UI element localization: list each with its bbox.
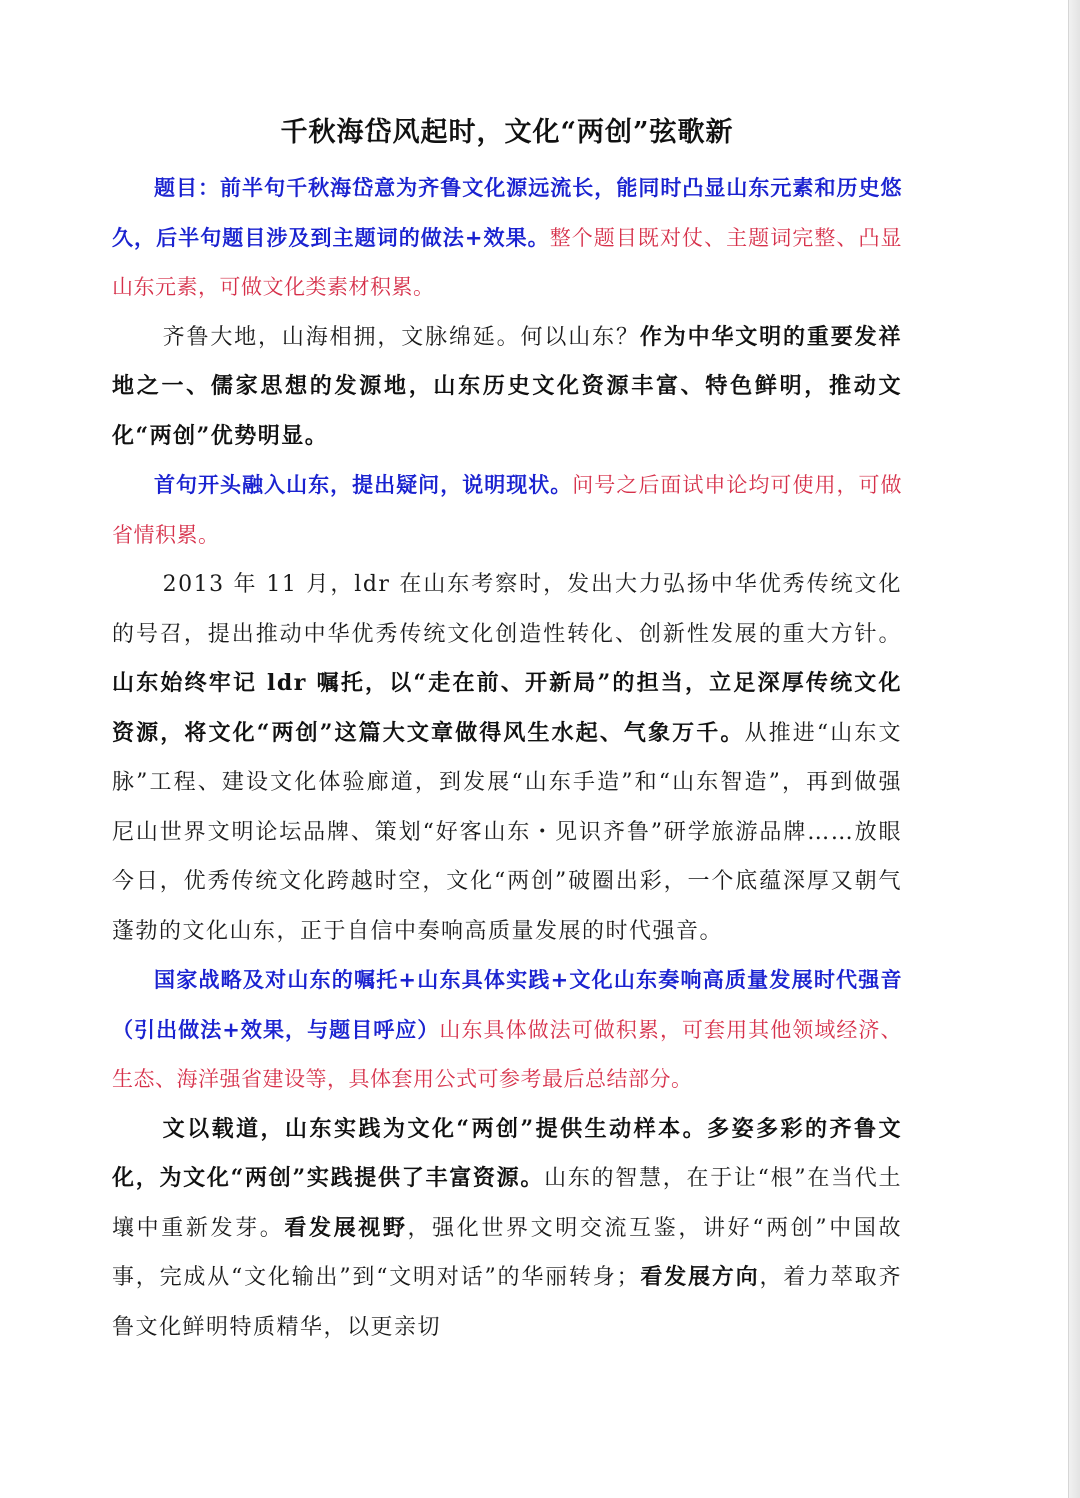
- page-edge-shadow: [1069, 0, 1080, 1498]
- paragraph-practice: [112, 1105, 902, 1353]
- page-title: 千秋海岱风起时，文化“两创”弦歌新: [280, 117, 734, 148]
- paragraph-plain-text: 从推进“山东文脉”工程、建设文化体验廊道，到发展“山东手造”和“山东智造”，再到做强尼山世界文明论坛品牌、策划“好客山东・见识齐鲁”研学旅游品牌……放眼今日，优秀传统文化跨越时空，文化“两创”破圈出彩，一个底蕴深厚又朝气蓬勃的文化山东，正于自信中奏响高质量发展的时代强音。: [112, 720, 903, 944]
- paragraph-plain-text: ，着力萃取齐鲁文化鲜明特质精华，以更亲切: [112, 1265, 902, 1340]
- document-content: [112, 108, 902, 1352]
- annotation-red-text: 整个题目既对仗、主题词完整、凸显山东元素，可做文化类素材积累。: [112, 225, 902, 299]
- paragraph-plain-text: 2013 年 11 月，ldr 在山东考察时，发出大力弘扬中华优秀传统文化的号召，提出推动中华优秀传统文化创造性转化、创新性发展的重大方针。: [112, 572, 902, 647]
- paragraph-bold-text: 文以载道，山东实践为文化“两创”提供生动样本。多姿多彩的齐鲁文化，为文化“两创”实践提供了丰富资源。: [112, 1115, 902, 1191]
- annotation-red-text: 问号之后面试申论均可使用，可做省情积累。: [112, 473, 903, 547]
- paragraph-intro: [112, 313, 902, 462]
- paragraph-bold-text: 看发展视野: [284, 1214, 408, 1241]
- paragraph-bold-text: 山东始终牢记 ldr 嘱托，以“走在前、开新局”的担当，立足深厚传统文化资源，将文化“两创”这篇大文章做得风生水起、气象万千。: [112, 670, 902, 746]
- annotation-red-text: 山东具体做法可做积累，可套用其他领域经济、生态、海洋强省建设等，具体套用公式可参考最后总结部分。: [112, 1017, 902, 1091]
- paragraph-bold-text: 作为中华文明的重要发祥地之一、儒家思想的发源地，山东历史文化资源丰富、特色鲜明，推动文化“两创”优势明显。: [112, 323, 902, 449]
- paragraph-plain-text: ，强化世界文明交流互鉴，讲好“两创”中国故事，完成从“文化输出”到“文明对话”的华丽转身；: [112, 1215, 902, 1290]
- annotation-intro: [112, 461, 902, 560]
- paragraph-plain-text: 齐鲁大地，山海相拥，文脉绵延。何以山东？: [162, 324, 640, 350]
- paragraph-bold-text: 看发展方向: [640, 1264, 760, 1290]
- annotation-blue-text: 题目：前半句千秋海岱意为齐鲁文化源远流长，能同时凸显山东元素和历史悠久，后半句题目涉及到主题词的做法+效果。: [112, 176, 902, 250]
- annotation-title: [112, 164, 902, 313]
- paragraph-background: [112, 560, 902, 956]
- annotation-blue-text: 首句开头融入山东，提出疑问，说明现状。: [154, 473, 573, 497]
- paragraph-plain-text: 山东的智慧，在于让“根”在当代土壤中重新发芽。: [112, 1166, 902, 1241]
- annotation-blue-text: 国家战略及对山东的嘱托+山东具体实践+文化山东奏响高质量发展时代强音（引出做法+效果，与题目呼应）: [112, 968, 902, 1042]
- annotation-background: [112, 956, 902, 1105]
